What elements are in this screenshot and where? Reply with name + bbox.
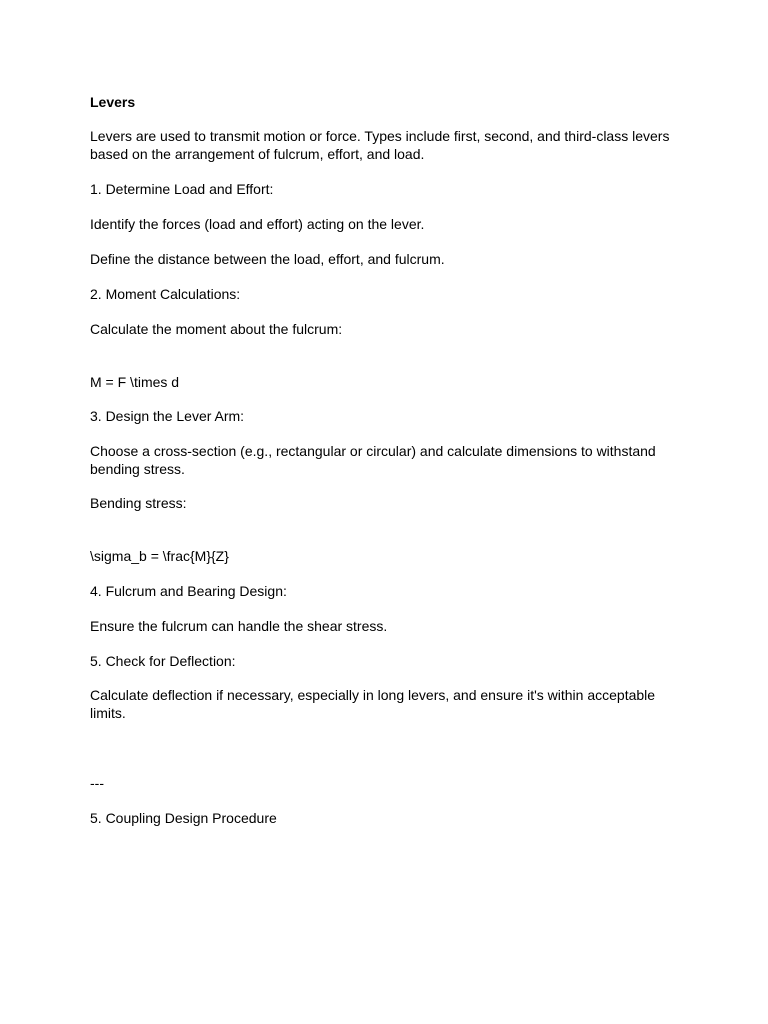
step-4-paragraph-1: Ensure the fulcrum can handle the shear stress.	[90, 618, 388, 634]
step-5-paragraph-1: Calculate deflection if necessary, especially in long levers, and ensure it's within acceptable limits.	[90, 687, 656, 721]
step-3-heading: 3. Design the Lever Arm:	[90, 408, 245, 424]
step-1-paragraph-2: Define the distance between the load, effort, and fulcrum.	[90, 251, 445, 267]
section-separator: ---	[90, 775, 104, 791]
step-3-paragraph-2: Bending stress:	[90, 495, 187, 511]
step-2-heading: 2. Moment Calculations:	[90, 286, 241, 302]
step-3-paragraph-1: Choose a cross-section (e.g., rectangular or circular) and calculate dimensions to withstand bending stress.	[90, 443, 656, 477]
bending-stress-formula: \sigma_b = \frac{M}{Z}	[90, 548, 229, 564]
moment-formula: M = F \times d	[90, 374, 180, 390]
step-2-paragraph-1: Calculate the moment about the fulcrum:	[90, 321, 343, 337]
step-1-paragraph-1: Identify the forces (load and effort) acting on the lever.	[90, 216, 425, 232]
next-section-heading: 5. Coupling Design Procedure	[90, 810, 277, 826]
step-1-heading: 1. Determine Load and Effort:	[90, 181, 274, 197]
step-4-heading: 4. Fulcrum and Bearing Design:	[90, 583, 287, 599]
document-title: Levers	[90, 94, 136, 110]
step-5-heading: 5. Check for Deflection:	[90, 653, 236, 669]
intro-paragraph: Levers are used to transmit motion or force. Types include first, second, and third-class levers based on the arrangement of fulcrum, effort, and load.	[90, 128, 670, 162]
